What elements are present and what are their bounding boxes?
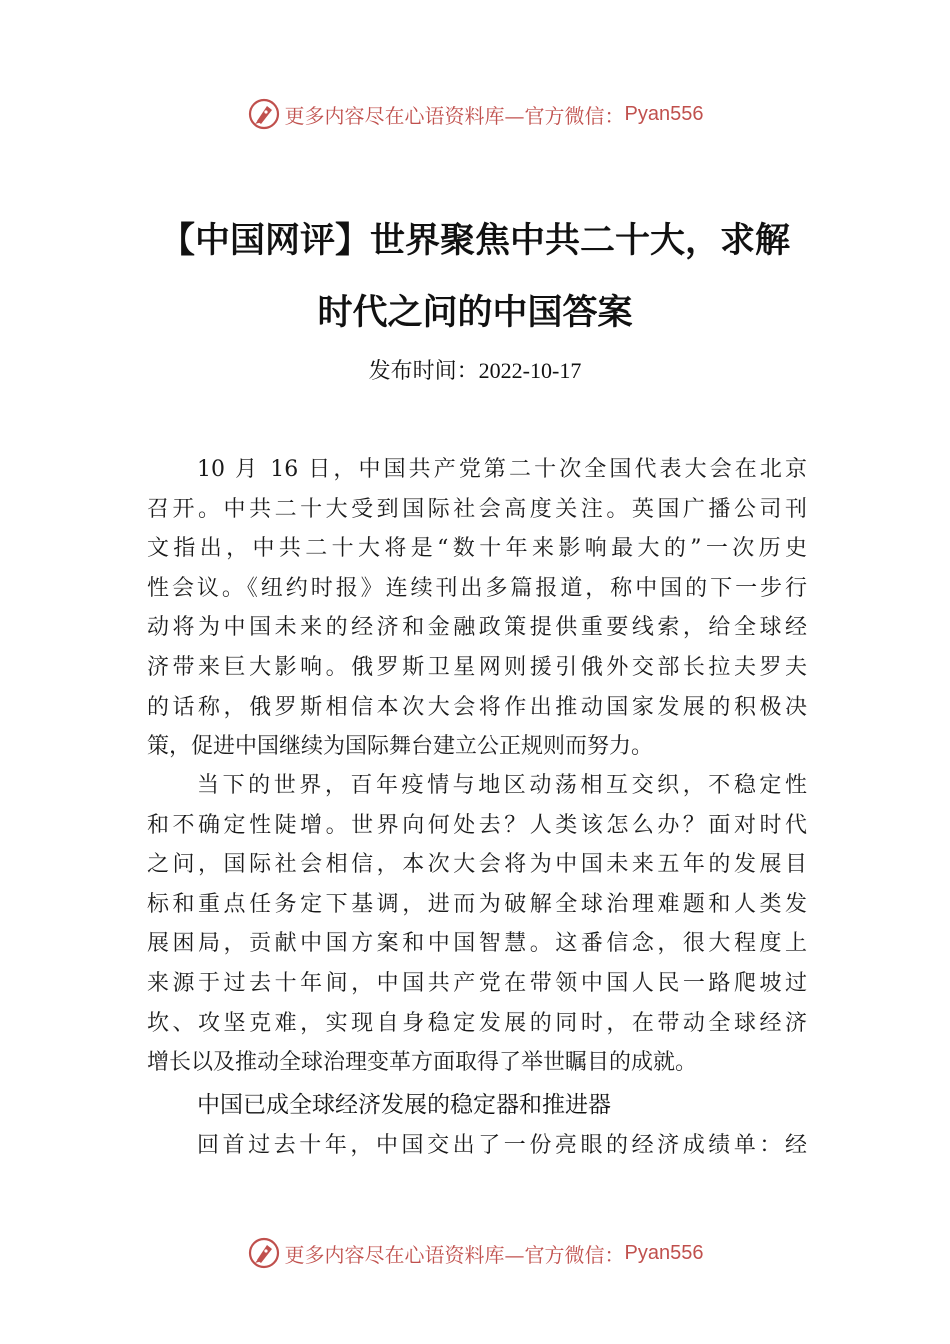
paragraph-line: 性会议。《纽约时报》连续刊出多篇报道，称中国的下一步行 <box>147 575 807 601</box>
paragraph-3 <box>147 1126 807 1166</box>
article-title-line1: 【中国网评】世界聚焦中共二十大，求解 <box>159 220 790 261</box>
watermark-text: 更多内容尽在心语资料库 <box>284 103 505 128</box>
paragraph-line: 动将为中国未来的经济和金融政策提供重要线索，给全球经 <box>147 615 807 641</box>
paragraph-line: 来源于过去十年间，中国共产党在带领中国人民一路爬坡过 <box>147 970 807 996</box>
watermark-separator: —官方微信： <box>504 103 625 128</box>
paragraph-line: 当下的世界，百年疫情与地区动荡相互交织，不稳定性 <box>197 773 807 798</box>
paragraph-line: 策，促进中国继续为国际舞台建立公正规则而努力。 <box>147 734 654 760</box>
publish-date <box>0 354 950 385</box>
watermark-separator: —官方微信： <box>504 1242 625 1267</box>
paragraph-line: 回首过去十年，中国交出了一份亮眼的经济成绩单：经 <box>197 1133 807 1158</box>
watermark-header <box>0 94 950 134</box>
pen-nib-icon <box>247 1236 281 1270</box>
paragraph-line: 展困局，贡献中国方案和中国智慧。这番信念，很大程度上 <box>147 931 807 957</box>
pen-nib-icon <box>247 97 281 131</box>
watermark-text: 更多内容尽在心语资料库 <box>284 1242 505 1267</box>
paragraph-line: 召开。中共二十大受到国际社会高度关注。英国广播公司刊 <box>147 496 807 522</box>
paragraph-1 <box>147 450 807 767</box>
paragraph-line: 之问，国际社会相信，本次大会将为中国未来五年的发展目 <box>147 852 807 878</box>
paragraph-line: 和不确定性陡增。世界向何处去？人类该怎么办？面对时代 <box>147 812 807 838</box>
paragraph-line: 的话称，俄罗斯相信本次大会将作出推动国家发展的积极决 <box>147 694 807 720</box>
watermark-id: Pyan556 <box>624 102 704 125</box>
paragraph-line: 增长以及推动全球治理变革方面取得了举世瞩目的成就。 <box>147 1050 698 1076</box>
article-title-line2: 时代之问的中国答案 <box>317 292 633 333</box>
paragraph-2 <box>147 766 807 1083</box>
paragraph-line: 标和重点任务定下基调，进而为破解全球治理难题和人类发 <box>147 891 807 917</box>
section-heading: 中国已成全球经济发展的稳定器和推进器 <box>197 1092 611 1118</box>
watermark-footer <box>0 1233 950 1273</box>
paragraph-line: 济带来巨大影响。俄罗斯卫星网则援引俄外交部长拉夫罗夫 <box>147 654 807 680</box>
publish-date-label: 发布时间： <box>368 359 479 384</box>
paragraph-line: 坎、攻坚克难，实现自身稳定发展的同时，在带动全球经济 <box>147 1010 807 1036</box>
watermark-id: Pyan556 <box>624 1241 704 1264</box>
paragraph-line: 文指出，中共二十大将是“数十年来影响最大的”一次历史 <box>147 536 807 562</box>
paragraph-line: 10 月 16 日，中国共产党第二十次全国代表大会在北京 <box>197 457 807 482</box>
publish-date-value: 2022-10-17 <box>478 358 582 383</box>
